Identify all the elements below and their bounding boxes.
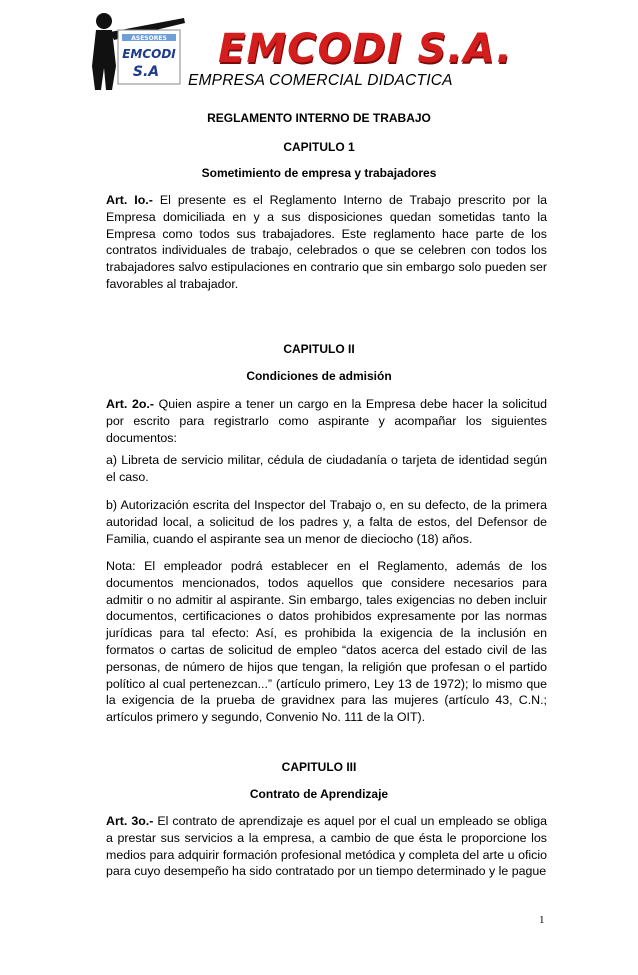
company-tagline: EMPRESA COMERCIAL DIDACTICA <box>188 72 453 89</box>
article-2 <box>106 396 547 446</box>
logo-figure-body <box>92 30 116 90</box>
article-3-label: Art. 3o.- <box>106 814 154 828</box>
article-2-note: Nota: El empleador podrá establecer en el Reglamento, además de los documentos mencionados, todos aquellos que considere necesarios para admitir o no admitir al aspirante. Sin embargo, tales exigencias no deben incluir documentos, certificaciones o datos prohibidos expresamente por las normas jurídicas para tal efecto: Así, es prohibida la exigencia de la inclusión en formatos o cartas de solicitud de empleo “datos acerca del estado civil de las personas, de número de hijos que tengan, la religión que profesan o el partido político al cual pertenezcan...” (artículo primero, Ley 13 de 1972); lo mismo que la exigencia de la prueba de gravidnex para las mujeres (artículo 43, C.N.; artículos primero y segundo, Convenio No. 111 de la OIT). <box>106 559 547 725</box>
document-title: REGLAMENTO INTERNO DE TRABAJO <box>207 111 431 125</box>
article-1-text: El presente es el Reglamento Interno de Trabajo prescrito por la Empresa domiciliada en y a sus disposiciones quedan sometidas tanto la Empresa como todos sus trabajadores. Este reglamento hace parte de los contratos individuales de trabajo, celebrados o que se celebren con todos los trabajadores salvo estipulaciones en contrario que sin embargo solo pueden ser favorables al trabajador. <box>106 193 547 291</box>
logo-board-name: EMCODI <box>122 47 176 61</box>
chapter-3-label: CAPITULO III <box>281 760 357 774</box>
chapter-1-subtitle: Sometimiento de empresa y trabajadores <box>201 166 437 180</box>
brand-name: EMCODI S.A. <box>218 26 513 72</box>
article-2-text: Quien aspire a tener un cargo en la Empresa debe hacer la solicitud por escrito para registrarlo como aspirante y acompañar los siguientes documentos: <box>106 397 548 445</box>
chapter-3-subtitle: Contrato de Aprendizaje <box>249 787 389 801</box>
page-number: 1 <box>539 914 545 926</box>
logo-board-top: ASESORES <box>131 35 167 42</box>
logo-figure-head <box>96 13 112 29</box>
chapter-2-label: CAPITULO II <box>283 342 355 356</box>
chapter-2-subtitle: Condiciones de admisión <box>246 369 392 383</box>
article-1 <box>106 192 547 293</box>
article-3 <box>106 813 547 880</box>
article-2-label: Art. 2o.- <box>106 397 155 411</box>
article-2-item-b: b) Autorización escrita del Inspector del Trabajo o, en su defecto, de la primera autoridad local, a solicitud de los padres y, a falta de estos, del Defensor de Familia, cuando el aspirante sea un menor de dieciocho (18) años. <box>106 498 547 546</box>
article-2-item-a: a) Libreta de servicio militar, cédula de ciudadanía o tarjeta de identidad según el caso. <box>106 453 547 484</box>
logo-board-sub: S.A <box>132 64 160 80</box>
article-3-text: El contrato de aprendizaje es aquel por el cual un empleado se obliga a prestar sus servicios a la empresa, a cambio de que ésta le proporcione los medios para adquirir formación profesional metódica y completa del arte u oficio para cuyo desempeño ha sido contratado por un tiempo determinado y le pague <box>106 814 548 879</box>
chapter-1-label: CAPITULO 1 <box>283 140 355 154</box>
company-logo <box>86 8 190 92</box>
article-1-label: Art. Io.- <box>106 193 153 207</box>
